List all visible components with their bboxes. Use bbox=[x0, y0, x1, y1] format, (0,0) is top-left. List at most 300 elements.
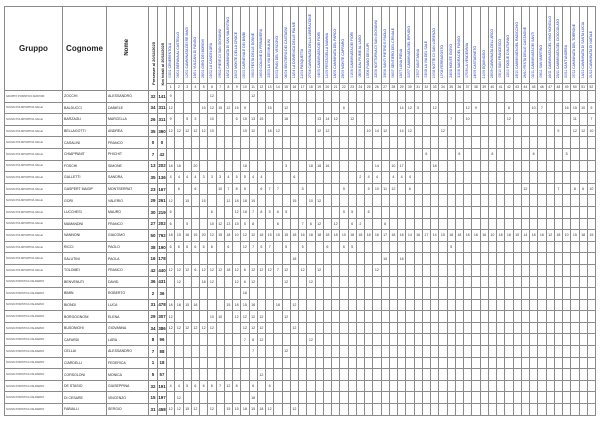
member-event-km bbox=[431, 380, 439, 392]
member-event-km: 18 bbox=[348, 230, 356, 242]
member-event-km: 6 bbox=[167, 206, 175, 218]
member-event-km bbox=[332, 264, 340, 276]
member-event-km bbox=[571, 334, 579, 346]
member-event-km: 12 bbox=[241, 241, 249, 253]
member-event-km bbox=[233, 160, 241, 172]
member-event-km bbox=[233, 241, 241, 253]
member-event-km bbox=[472, 172, 480, 184]
member-event-km: 18 bbox=[224, 230, 232, 242]
member-event-km bbox=[554, 299, 562, 311]
member-event-km: 5 bbox=[183, 380, 191, 392]
member-event-km bbox=[579, 334, 587, 346]
member-gruppo: NUOVA PODISTICA VALDARNO bbox=[5, 346, 63, 358]
event-header bbox=[183, 7, 191, 84]
member-event-km bbox=[563, 160, 571, 172]
member-event-km bbox=[521, 172, 529, 184]
member-event-km bbox=[480, 346, 488, 358]
event-header bbox=[447, 7, 455, 84]
member-event-km bbox=[332, 369, 340, 381]
member-event-km bbox=[513, 160, 521, 172]
member-event-km bbox=[414, 125, 422, 137]
member-event-km: 12 bbox=[183, 264, 191, 276]
member-cognome: BIMBI bbox=[63, 288, 107, 300]
member-event-km bbox=[571, 392, 579, 404]
event-title: 06/01 BEFANA AL CASTELLO bbox=[176, 31, 181, 78]
member-event-km bbox=[183, 102, 191, 114]
member-event-km bbox=[290, 114, 298, 126]
table-row bbox=[5, 253, 596, 265]
event-number: 10 bbox=[241, 84, 249, 91]
member-event-km bbox=[406, 114, 414, 126]
member-cognome: LUCCHESI bbox=[63, 206, 107, 218]
member-presenze: 30 bbox=[149, 206, 158, 218]
member-event-km: 12 bbox=[266, 264, 274, 276]
member-event-km bbox=[480, 264, 488, 276]
member-event-km bbox=[530, 125, 538, 137]
member-event-km bbox=[521, 148, 529, 160]
member-event-km bbox=[381, 288, 389, 300]
member-event-km bbox=[183, 253, 191, 265]
member-event-km: 5 bbox=[447, 241, 455, 253]
member-gruppo: NUOVA POLISPORTIVA VALLE bbox=[5, 183, 63, 195]
member-presenze: 16 bbox=[149, 253, 158, 265]
member-event-km bbox=[398, 369, 406, 381]
member-event-km: 16 bbox=[563, 102, 571, 114]
member-event-km bbox=[200, 288, 208, 300]
member-event-km: 14 bbox=[398, 102, 406, 114]
member-event-km bbox=[175, 311, 183, 323]
member-event-km bbox=[356, 380, 364, 392]
member-event-km bbox=[299, 160, 307, 172]
member-event-km bbox=[208, 148, 216, 160]
member-event-km bbox=[513, 148, 521, 160]
member-event-km bbox=[241, 91, 249, 103]
member-event-km bbox=[249, 288, 257, 300]
event-title: 14/12 CAMMINATA DI SANTA LUCIA bbox=[580, 21, 585, 78]
member-event-km bbox=[563, 183, 571, 195]
member-totale: 219 bbox=[158, 206, 167, 218]
member-event-km: 6 bbox=[241, 264, 249, 276]
member-event-km: 12 bbox=[406, 125, 414, 137]
member-event-km bbox=[414, 276, 422, 288]
member-gruppo: NUOVA PODISTICA VALDARNO bbox=[5, 357, 63, 369]
member-event-km bbox=[381, 311, 389, 323]
member-event-km bbox=[299, 195, 307, 207]
member-cognome: SALUTINI bbox=[63, 253, 107, 265]
member-event-km bbox=[216, 195, 224, 207]
member-event-km: 6 bbox=[348, 218, 356, 230]
event-header bbox=[224, 7, 232, 84]
member-event-km: 12 bbox=[249, 322, 257, 334]
member-event-km bbox=[505, 264, 513, 276]
event-header bbox=[266, 7, 274, 84]
event-title: 01/06 CAMMINATA DEI FIORI bbox=[349, 32, 354, 78]
member-event-km bbox=[530, 357, 538, 369]
member-event-km bbox=[488, 91, 496, 103]
member-event-km: 20 bbox=[200, 230, 208, 242]
member-event-km bbox=[191, 392, 199, 404]
member-event-km bbox=[224, 114, 232, 126]
member-event-km bbox=[513, 172, 521, 184]
member-event-km bbox=[233, 346, 241, 358]
member-event-km bbox=[340, 114, 348, 126]
member-event-km bbox=[455, 334, 463, 346]
member-event-km bbox=[554, 114, 562, 126]
member-event-km: 12 bbox=[175, 125, 183, 137]
member-event-km bbox=[447, 346, 455, 358]
event-header bbox=[389, 7, 397, 84]
event-header bbox=[513, 7, 521, 84]
member-event-km bbox=[505, 392, 513, 404]
member-event-km bbox=[307, 148, 315, 160]
member-event-km bbox=[323, 288, 331, 300]
member-event-km bbox=[414, 311, 422, 323]
member-event-km bbox=[497, 334, 505, 346]
member-event-km bbox=[513, 125, 521, 137]
member-event-km bbox=[464, 218, 472, 230]
member-event-km: 18 bbox=[175, 299, 183, 311]
member-event-km bbox=[373, 206, 381, 218]
member-event-km bbox=[315, 322, 323, 334]
member-event-km bbox=[513, 264, 521, 276]
member-event-km bbox=[480, 369, 488, 381]
table-row bbox=[5, 195, 596, 207]
header-totale: Km totali al 20/11/2025 bbox=[158, 7, 167, 91]
member-event-km bbox=[464, 311, 472, 323]
member-event-km bbox=[200, 346, 208, 358]
member-event-km bbox=[216, 299, 224, 311]
member-event-km bbox=[505, 253, 513, 265]
member-event-km: 12 bbox=[439, 125, 447, 137]
member-event-km bbox=[554, 392, 562, 404]
member-event-km bbox=[431, 404, 439, 416]
member-event-km: 15 bbox=[290, 195, 298, 207]
member-presenze: 34 bbox=[149, 102, 158, 114]
member-event-km: 17 bbox=[398, 160, 406, 172]
member-event-km bbox=[191, 218, 199, 230]
member-event-km bbox=[472, 288, 480, 300]
member-event-km: 18 bbox=[332, 230, 340, 242]
member-event-km bbox=[447, 218, 455, 230]
member-event-km bbox=[431, 137, 439, 149]
event-number: 37 bbox=[464, 84, 472, 91]
header-presenze: Presenze al 20/11/2025 bbox=[149, 7, 158, 91]
member-event-km bbox=[480, 404, 488, 416]
member-event-km bbox=[563, 334, 571, 346]
member-event-km bbox=[554, 160, 562, 172]
member-gruppo: NUOVA POLISPORTIVA VALLE bbox=[5, 114, 63, 126]
member-cognome: BALDUCCI bbox=[63, 102, 107, 114]
member-event-km bbox=[167, 148, 175, 160]
member-event-km bbox=[497, 91, 505, 103]
member-event-km: 18 bbox=[505, 230, 513, 242]
member-cognome: CHIAPPANIT bbox=[63, 148, 107, 160]
member-event-km bbox=[414, 183, 422, 195]
member-gruppo: NUOVA PODISTICA VALDARNO bbox=[5, 288, 63, 300]
member-cognome: TOLOMEI bbox=[63, 264, 107, 276]
member-event-km bbox=[340, 392, 348, 404]
member-event-km: 14 bbox=[406, 230, 414, 242]
member-event-km bbox=[249, 253, 257, 265]
member-event-km bbox=[356, 276, 364, 288]
member-event-km: 3 bbox=[282, 160, 290, 172]
member-event-km bbox=[497, 114, 505, 126]
event-number: 25 bbox=[365, 84, 373, 91]
member-event-km bbox=[398, 114, 406, 126]
header-gruppo: Gruppo bbox=[5, 7, 63, 91]
table-row bbox=[5, 334, 596, 346]
member-event-km bbox=[546, 253, 554, 265]
member-event-km bbox=[315, 253, 323, 265]
member-event-km bbox=[447, 392, 455, 404]
member-event-km bbox=[274, 137, 282, 149]
member-event-km bbox=[530, 334, 538, 346]
member-event-km bbox=[480, 91, 488, 103]
member-event-km bbox=[505, 183, 513, 195]
member-event-km bbox=[546, 392, 554, 404]
member-event-km bbox=[538, 160, 546, 172]
member-event-km bbox=[431, 311, 439, 323]
member-nome: VALERIO bbox=[107, 195, 149, 207]
member-totale: 311 bbox=[158, 102, 167, 114]
member-event-km bbox=[315, 380, 323, 392]
member-event-km: 10 bbox=[307, 195, 315, 207]
member-event-km bbox=[381, 380, 389, 392]
member-event-km bbox=[579, 241, 587, 253]
member-event-km bbox=[307, 311, 315, 323]
member-event-km: 12 bbox=[224, 102, 232, 114]
member-event-km bbox=[332, 183, 340, 195]
event-header bbox=[563, 7, 571, 84]
event-number: 44 bbox=[521, 84, 529, 91]
member-event-km: 9 bbox=[587, 102, 595, 114]
member-event-km bbox=[472, 206, 480, 218]
member-event-km: 12 bbox=[381, 125, 389, 137]
member-event-km bbox=[439, 91, 447, 103]
member-event-km bbox=[398, 137, 406, 149]
member-event-km bbox=[216, 322, 224, 334]
member-event-km: 10 bbox=[530, 102, 538, 114]
member-event-km bbox=[356, 160, 364, 172]
member-totale: 0 bbox=[158, 137, 167, 149]
member-event-km bbox=[282, 322, 290, 334]
member-event-km bbox=[414, 299, 422, 311]
member-event-km bbox=[505, 206, 513, 218]
event-header bbox=[538, 7, 546, 84]
member-event-km: 10 bbox=[233, 230, 241, 242]
member-event-km bbox=[414, 369, 422, 381]
member-event-km bbox=[224, 91, 232, 103]
member-event-km: 13 bbox=[249, 114, 257, 126]
event-number: 36 bbox=[455, 84, 463, 91]
member-event-km: 16 bbox=[538, 230, 546, 242]
member-event-km bbox=[323, 91, 331, 103]
member-event-km bbox=[472, 218, 480, 230]
member-event-km bbox=[505, 91, 513, 103]
member-event-km bbox=[464, 253, 472, 265]
member-event-km bbox=[266, 114, 274, 126]
member-event-km bbox=[538, 369, 546, 381]
member-event-km bbox=[381, 404, 389, 416]
table-row bbox=[5, 114, 596, 126]
member-event-km: 12 bbox=[175, 404, 183, 416]
member-event-km bbox=[472, 276, 480, 288]
member-presenze: 8 bbox=[149, 334, 158, 346]
member-event-km: 5 bbox=[241, 218, 249, 230]
member-event-km: 12 bbox=[208, 322, 216, 334]
member-event-km bbox=[167, 357, 175, 369]
member-event-km bbox=[571, 380, 579, 392]
member-event-km bbox=[290, 346, 298, 358]
member-event-km bbox=[447, 299, 455, 311]
member-event-km bbox=[389, 114, 397, 126]
member-event-km: 15 bbox=[224, 299, 232, 311]
event-header bbox=[241, 7, 249, 84]
table-row bbox=[5, 102, 596, 114]
member-event-km bbox=[299, 392, 307, 404]
member-event-km: 12 bbox=[183, 125, 191, 137]
event-header bbox=[488, 7, 496, 84]
member-event-km bbox=[422, 369, 430, 381]
member-event-km bbox=[587, 404, 595, 416]
member-nome: ELENA bbox=[107, 311, 149, 323]
member-event-km: 18 bbox=[290, 253, 298, 265]
member-event-km bbox=[488, 172, 496, 184]
member-nome: MONTSERRAT bbox=[107, 183, 149, 195]
member-event-km bbox=[332, 346, 340, 358]
member-event-km bbox=[200, 253, 208, 265]
member-event-km bbox=[455, 322, 463, 334]
member-event-km bbox=[554, 172, 562, 184]
member-event-km bbox=[439, 288, 447, 300]
member-event-km: 15 bbox=[233, 102, 241, 114]
member-nome: FRANCO bbox=[107, 264, 149, 276]
member-event-km bbox=[200, 357, 208, 369]
member-event-km bbox=[200, 218, 208, 230]
member-event-km bbox=[398, 404, 406, 416]
member-event-km bbox=[546, 114, 554, 126]
member-event-km bbox=[241, 392, 249, 404]
member-event-km bbox=[546, 218, 554, 230]
member-gruppo: NUOVA PODISTICA VALDARNO bbox=[5, 299, 63, 311]
member-event-km bbox=[414, 114, 422, 126]
member-event-km bbox=[431, 195, 439, 207]
member-event-km bbox=[381, 369, 389, 381]
member-event-km bbox=[422, 322, 430, 334]
member-event-km: 6 bbox=[530, 148, 538, 160]
member-event-km bbox=[455, 241, 463, 253]
member-nome: LUCA bbox=[107, 299, 149, 311]
member-event-km bbox=[530, 276, 538, 288]
member-event-km bbox=[175, 91, 183, 103]
member-event-km: 15 bbox=[266, 102, 274, 114]
member-event-km: 7 bbox=[249, 241, 257, 253]
member-event-km bbox=[200, 369, 208, 381]
member-event-km: 12 bbox=[290, 322, 298, 334]
member-event-km: 14 bbox=[521, 230, 529, 242]
member-event-km bbox=[373, 114, 381, 126]
member-event-km bbox=[299, 380, 307, 392]
member-cognome: DE STASIO bbox=[63, 380, 107, 392]
member-event-km bbox=[191, 369, 199, 381]
member-event-km bbox=[373, 195, 381, 207]
member-event-km bbox=[348, 102, 356, 114]
member-event-km bbox=[546, 357, 554, 369]
member-event-km bbox=[389, 380, 397, 392]
member-event-km bbox=[455, 206, 463, 218]
member-event-km: 12 bbox=[208, 264, 216, 276]
member-event-km: 15 bbox=[224, 404, 232, 416]
member-event-km bbox=[348, 346, 356, 358]
member-event-km bbox=[414, 357, 422, 369]
member-event-km: 10 bbox=[216, 183, 224, 195]
member-event-km: 12 bbox=[167, 322, 175, 334]
member-event-km bbox=[464, 148, 472, 160]
member-event-km bbox=[356, 404, 364, 416]
member-event-km bbox=[513, 346, 521, 358]
member-event-km bbox=[224, 160, 232, 172]
event-title: 18/05 CAMMINATA DEL PARCO bbox=[333, 28, 338, 78]
member-event-km bbox=[521, 218, 529, 230]
member-event-km bbox=[373, 91, 381, 103]
member-event-km bbox=[406, 137, 414, 149]
member-event-km bbox=[439, 334, 447, 346]
member-event-km bbox=[183, 183, 191, 195]
member-event-km bbox=[332, 322, 340, 334]
member-event-km bbox=[571, 322, 579, 334]
member-event-km bbox=[208, 334, 216, 346]
member-event-km: 16 bbox=[472, 230, 480, 242]
member-event-km bbox=[513, 137, 521, 149]
member-event-km bbox=[546, 311, 554, 323]
member-event-km bbox=[579, 404, 587, 416]
event-title: 24/08 MONTE GIOVO bbox=[448, 44, 453, 78]
member-event-km bbox=[398, 195, 406, 207]
member-presenze: 1 bbox=[149, 357, 158, 369]
member-event-km bbox=[307, 322, 315, 334]
event-number: 42 bbox=[505, 84, 513, 91]
member-event-km: 12 bbox=[183, 322, 191, 334]
member-event-km bbox=[414, 346, 422, 358]
member-event-km bbox=[480, 380, 488, 392]
member-event-km bbox=[389, 392, 397, 404]
event-title: 04/05 CAMMINATA DEI FIORI bbox=[316, 32, 321, 78]
member-event-km: 10 bbox=[587, 125, 595, 137]
member-event-km bbox=[315, 404, 323, 416]
member-event-km bbox=[290, 206, 298, 218]
member-event-km bbox=[389, 148, 397, 160]
member-event-km: 15 bbox=[249, 195, 257, 207]
member-event-km bbox=[356, 357, 364, 369]
member-event-km bbox=[282, 125, 290, 137]
event-title: 09/11 SAN MARTINO bbox=[539, 45, 544, 78]
member-event-km bbox=[398, 183, 406, 195]
member-event-km bbox=[447, 160, 455, 172]
event-header bbox=[290, 7, 298, 84]
member-event-km bbox=[480, 172, 488, 184]
member-event-km: 12 bbox=[505, 114, 513, 126]
event-number: 31 bbox=[414, 84, 422, 91]
member-event-km bbox=[307, 299, 315, 311]
event-number: 26 bbox=[373, 84, 381, 91]
member-event-km bbox=[497, 311, 505, 323]
member-event-km bbox=[290, 160, 298, 172]
member-event-km bbox=[554, 334, 562, 346]
member-event-km bbox=[315, 392, 323, 404]
member-event-km: 12 bbox=[208, 276, 216, 288]
member-event-km bbox=[183, 148, 191, 160]
member-event-km bbox=[579, 160, 587, 172]
